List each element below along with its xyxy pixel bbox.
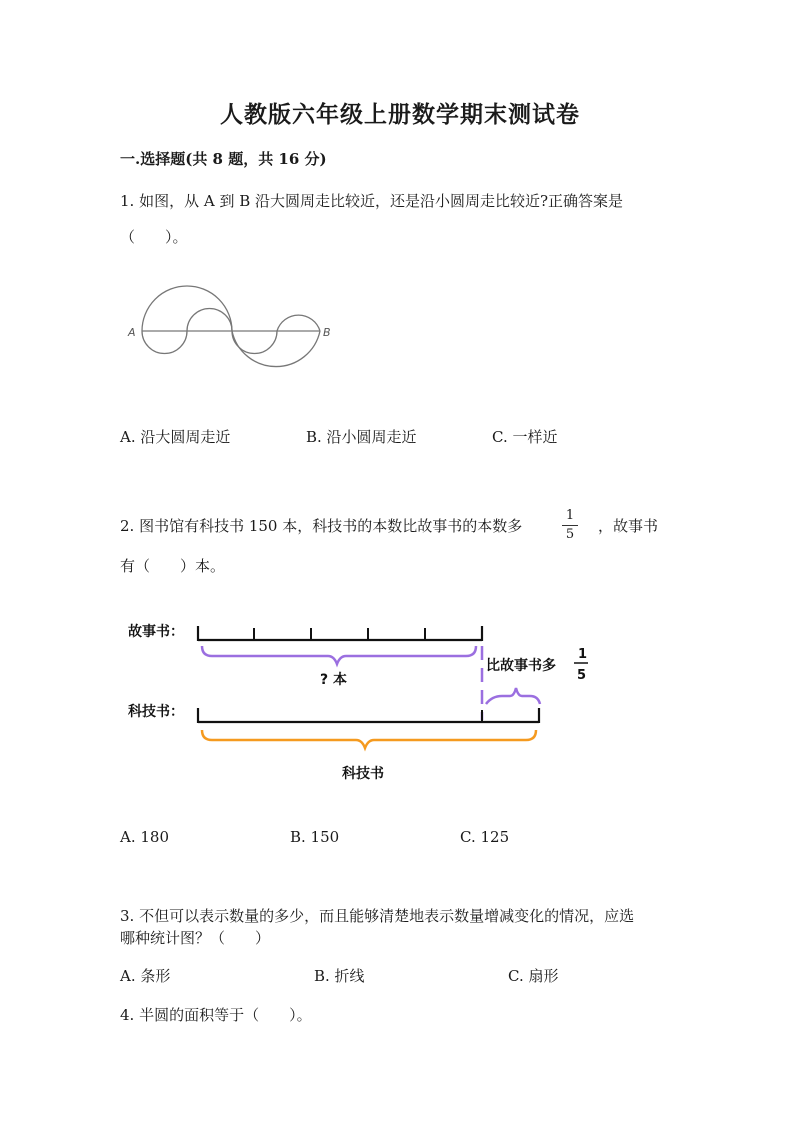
question-1-blank: （ ）。: [120, 228, 188, 246]
question-2-option-a[interactable]: A. 180: [120, 828, 169, 846]
question-3-text: 3. 不但可以表示数量的多少，而且能够清楚地表示数量增减变化的情况，应选: [120, 907, 635, 925]
question-3-text-line2: 哪种统计图？（ ）: [120, 929, 271, 947]
small-arc-4: [277, 315, 320, 331]
unknown-books-label: ? 本: [320, 672, 347, 688]
question-2-option-b[interactable]: B. 150: [290, 828, 340, 846]
science-books-label: 科技书：: [128, 704, 184, 720]
question-2-fraction: [560, 508, 580, 543]
question-1-option-c[interactable]: C. 一样近: [492, 428, 558, 446]
compare-label: 比故事书多: [486, 658, 556, 674]
question-1-option-a[interactable]: A. 沿大圆周走近: [120, 428, 231, 446]
small-arc-3: [232, 331, 277, 354]
section-heading: 一.选择题(共 8 题，共 16 分): [120, 150, 327, 168]
question-1-text: 1. 如图，从 A 到 B 沿大圆周走比较近，还是沿小圆周走比较近?正确答案是: [120, 192, 624, 210]
small-arc-1: [142, 331, 187, 354]
large-arc-top: [142, 286, 232, 331]
point-b-label: B: [323, 326, 331, 339]
question-1-option-b[interactable]: B. 沿小圆周走近: [306, 428, 417, 446]
fraction-numerator: 1: [565, 508, 575, 523]
fraction-bar: [562, 525, 578, 526]
question-4-text: 4. 半圆的面积等于（ ）。: [120, 1006, 312, 1024]
science-books-brace: [202, 730, 536, 748]
question-3-option-b[interactable]: B. 折线: [314, 967, 365, 985]
question-2-text: 2. 图书馆有科技书 150 本，科技书的本数比故事书的本数多: [120, 517, 523, 535]
story-books-brace: [202, 646, 476, 664]
compare-fraction-denominator: 5: [577, 668, 587, 683]
small-arc-2: [187, 309, 232, 332]
story-books-label: 故事书：: [128, 624, 184, 640]
question-2-option-c[interactable]: C. 125: [460, 828, 510, 846]
question-1-figure: [120, 278, 340, 388]
question-2-text-tail: ，故事书: [598, 517, 659, 535]
question-2-blank: 有（ ）本。: [120, 557, 226, 575]
question-2-diagram: [120, 612, 600, 792]
compare-fraction-numerator: 1: [578, 647, 588, 662]
science-books-total-label: 科技书: [342, 766, 384, 782]
question-3-option-c[interactable]: C. 扇形: [508, 967, 559, 985]
point-a-label: A: [128, 326, 136, 339]
question-3-option-a[interactable]: A. 条形: [120, 967, 171, 985]
page-title: 人教版六年级上册数学期末测试卷: [220, 101, 580, 128]
fraction-denominator: 5: [565, 527, 575, 542]
extra-part-brace: [486, 688, 540, 704]
